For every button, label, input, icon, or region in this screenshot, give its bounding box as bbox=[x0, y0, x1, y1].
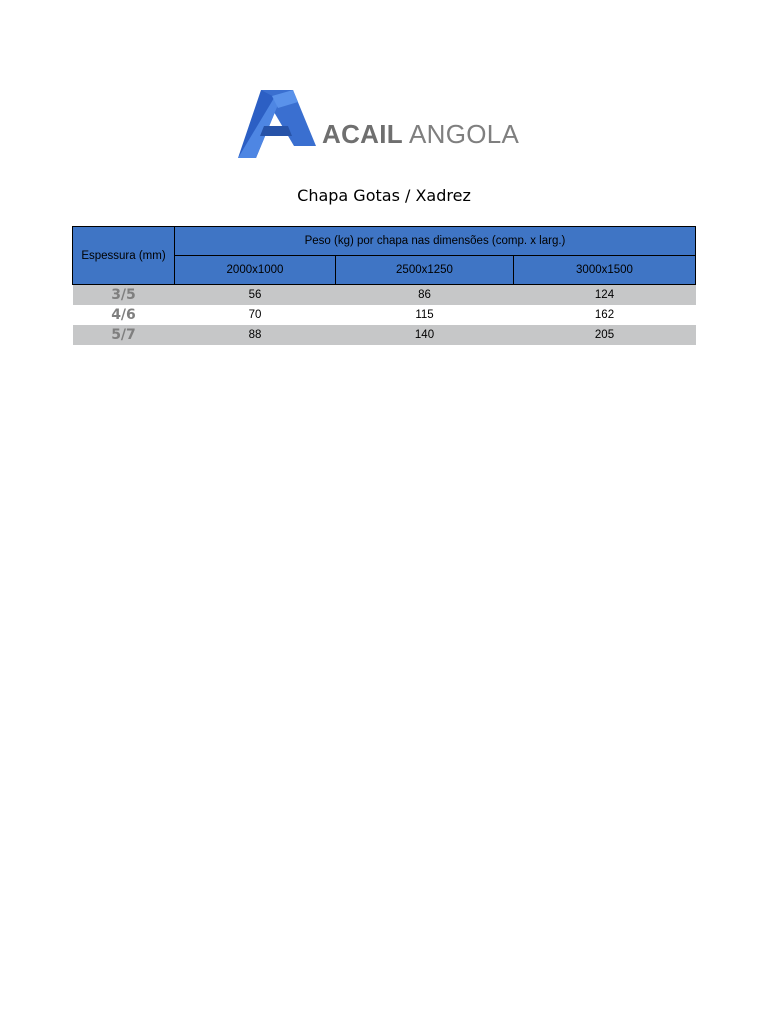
company-logo bbox=[238, 90, 538, 158]
weight-cell: 86 bbox=[336, 285, 514, 306]
weight-cell: 140 bbox=[336, 325, 514, 345]
document-title: Chapa Gotas / Xadrez bbox=[297, 186, 471, 205]
thickness-cell: 4/6 bbox=[73, 305, 175, 325]
thickness-column-header: Espessura (mm) bbox=[73, 227, 175, 285]
weight-cell: 115 bbox=[336, 305, 514, 325]
thickness-cell: 5/7 bbox=[73, 325, 175, 345]
dimension-header: 2000x1000 bbox=[175, 256, 336, 285]
table-row bbox=[73, 285, 696, 306]
logo-wordmark bbox=[322, 119, 519, 149]
dimension-header: 3000x1500 bbox=[514, 256, 696, 285]
weight-table bbox=[72, 226, 696, 345]
table-row bbox=[73, 305, 696, 325]
dimension-header: 2500x1250 bbox=[336, 256, 514, 285]
weight-cell: 205 bbox=[514, 325, 696, 345]
weight-cell: 88 bbox=[175, 325, 336, 345]
logo-word-acail: ACAIL bbox=[322, 119, 403, 149]
table-row bbox=[73, 325, 696, 345]
thickness-cell: 3/5 bbox=[73, 285, 175, 306]
weight-cell: 124 bbox=[514, 285, 696, 306]
weight-cell: 56 bbox=[175, 285, 336, 306]
logo-a-icon bbox=[238, 90, 322, 158]
weight-group-header: Peso (kg) por chapa nas dimensões (comp. x larg.) bbox=[175, 227, 696, 256]
weight-cell: 162 bbox=[514, 305, 696, 325]
logo-word-angola: ANGOLA bbox=[409, 119, 520, 149]
weight-cell: 70 bbox=[175, 305, 336, 325]
